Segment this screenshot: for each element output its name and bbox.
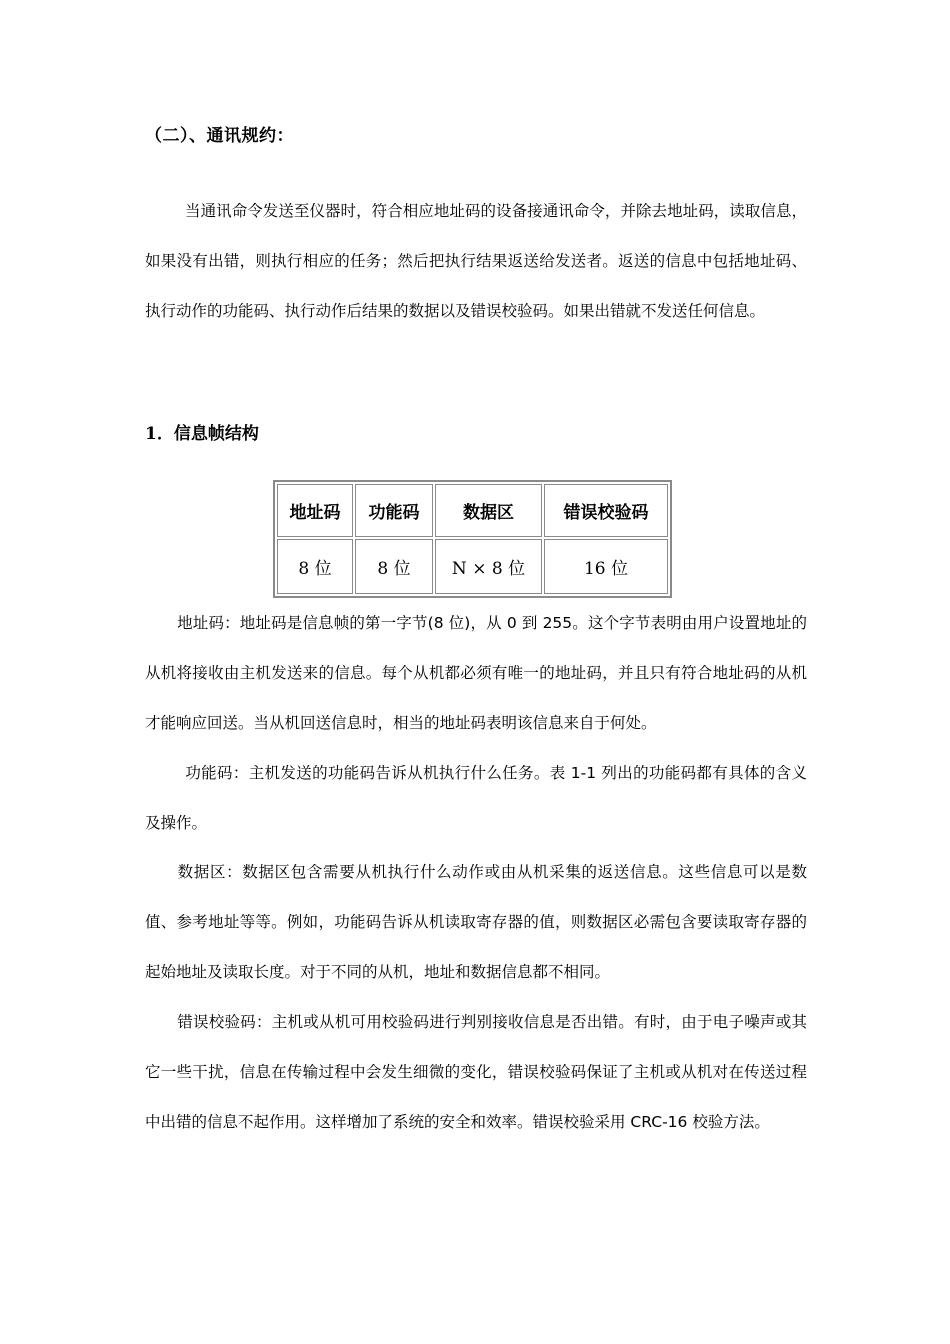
subsection-heading — [145, 422, 259, 446]
cell-data-bits: N × 8 位 — [435, 539, 542, 594]
address-description — [145, 598, 807, 748]
header-address: 地址码 — [277, 484, 353, 537]
table-row — [277, 539, 668, 594]
function-description-text: 功能码：主机发送的功能码告诉从机执行什么任务。表 1-1 列出的功能码都有具体的含义及操作。 — [145, 764, 807, 832]
header-function: 功能码 — [355, 484, 433, 537]
header-data: 数据区 — [435, 484, 542, 537]
section-heading: （二）、通讯规约： — [145, 126, 294, 146]
subsection-title: 信息帧结构 — [173, 424, 259, 444]
error-check-description — [145, 997, 807, 1147]
subsection-number: 1． — [145, 424, 174, 444]
cell-function-bits: 8 位 — [355, 539, 433, 594]
intro-text: 当通讯命令发送至仪器时，符合相应地址码的设备接通讯命令，并除去地址码，读取信息，如果没有出错，则执行相应的任务；然后把执行结果返送给发送者。返送的信息中包括地址码、执行动作的功能码、执行动作后结果的数据以及错误校验码。如果出错就不发送任何信息。 — [145, 202, 807, 320]
cell-error-check-bits: 16 位 — [544, 539, 668, 594]
function-description — [145, 748, 807, 848]
header-error-check: 错误校验码 — [544, 484, 668, 537]
error-check-description-text: 错误校验码：主机或从机可用校验码进行判别接收信息是否出错。有时，由于电子噪声或其它一些干扰，信息在传输过程中会发生细微的变化，错误校验码保证了主机或从机对在传送过程中出错的信息不起作用。这样增加了系统的安全和效率。错误校验采用 CRC-16 校验方法。 — [145, 1013, 807, 1131]
frame-structure-table — [273, 480, 672, 598]
table-header-row — [277, 484, 668, 537]
address-description-text: 地址码：地址码是信息帧的第一字节(8 位)，从 0 到 255。这个字节表明由用户设置地址的从机将接收由主机发送来的信息。每个从机都必须有唯一的地址码，并且只有符合地址码的从机才能响应回送。当从机回送信息时，相当的地址码表明该信息来自于何处。 — [145, 614, 807, 732]
data-description-text: 数据区：数据区包含需要从机执行什么动作或由从机采集的返送信息。这些信息可以是数值、参考地址等等。例如，功能码告诉从机读取寄存器的值，则数据区必需包含要读取寄存器的起始地址及读取长度。对于不同的从机，地址和数据信息都不相同。 — [145, 863, 807, 981]
intro-paragraph — [145, 186, 807, 336]
data-description — [145, 847, 807, 997]
cell-address-bits: 8 位 — [277, 539, 353, 594]
